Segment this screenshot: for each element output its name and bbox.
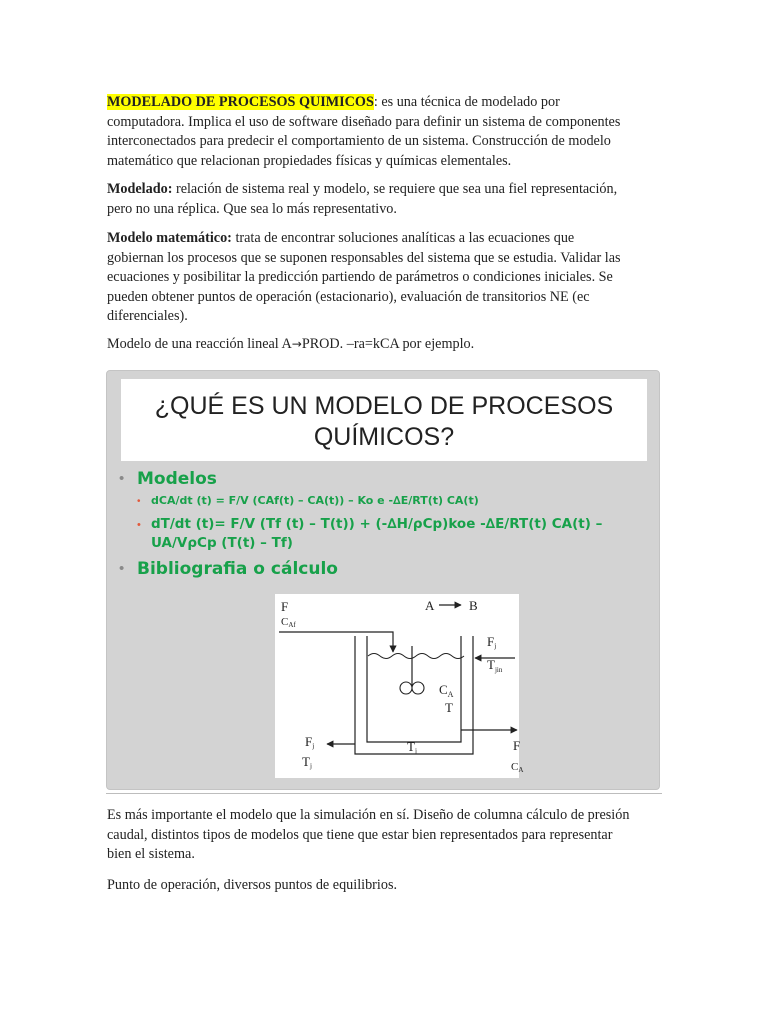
product-concentration: CA	[511, 761, 524, 774]
feed-c: C	[281, 616, 289, 628]
feed-line	[279, 632, 393, 652]
simulacion-line: Es más importante el modelo que la simulación en sí. Diseño de columna cálculo de presión	[107, 807, 630, 823]
reactor-temperature: T	[445, 700, 453, 715]
impeller-blade	[412, 682, 424, 694]
reaccion-paragraph	[107, 335, 667, 355]
bullet-dot-icon: •	[119, 560, 125, 577]
feed-concentration-label	[281, 616, 296, 629]
jacket-outlet-temperature: Tj	[302, 754, 312, 770]
equation-temperature	[151, 515, 602, 553]
slide-title-line: QUÍMICOS?	[313, 423, 455, 451]
slide-image	[106, 370, 660, 790]
liquid-surface	[368, 654, 464, 659]
term-colon: :	[373, 94, 378, 110]
slide-title	[121, 391, 647, 453]
slide-title-box	[121, 379, 647, 461]
bullet-dot-icon: •	[119, 470, 125, 487]
simulacion-line: bien el sistema.	[107, 846, 195, 863]
reaccion-after: PROD. –ra=kCA por ejemplo.	[301, 336, 475, 352]
intro-line: interconectados para predecir el comportamiento de un sistema. Construcción de modelo	[107, 133, 611, 150]
modelo-matematico-line: trata de encontrar soluciones analíticas a las ecuaciones que	[231, 230, 575, 246]
punto-operacion-text: Punto de operación, diversos puntos de equilibrios.	[107, 877, 398, 893]
intro-line: matemático que relacionan propiedades físicas y químicas elementales.	[107, 152, 512, 169]
impeller-blade	[400, 682, 412, 694]
slide-title-line: ¿QUÉ ES UN MODELO DE PROCESOS	[154, 392, 614, 420]
modelo-matematico-line: ecuaciones y posibilitar la predicción partiendo de parámetros o condiciones iniciales. Se	[107, 269, 613, 286]
reaction-a: A	[425, 598, 435, 613]
intro-line: es una técnica de modelado por	[377, 94, 560, 110]
highlighted-term: MODELADO DE PROCESOS QUIMICOS	[107, 94, 374, 110]
jacket-temperature: Tj	[407, 739, 417, 755]
modelado-line: relación de sistema real y modelo, se requiere que sea una fiel representación,	[172, 181, 618, 197]
equation-concentration: dCA/dt (t) = F/V (CAf(t) – CA(t)) – Ko e -∆E/RT(t) CA(t)	[151, 494, 479, 507]
sub-bullet-dot-icon: •	[137, 519, 141, 531]
equation-temperature-line: UA/VρCp (T(t) – Tf)	[151, 535, 293, 551]
simulacion-paragraph	[107, 806, 667, 865]
bullet-modelos: Modelos	[137, 469, 217, 489]
sub-bullet-dot-icon: •	[137, 496, 141, 507]
intro-line: computadora. Implica el uso de software diseñado para definir un sistema de componentes	[107, 113, 621, 130]
feed-c-sub: Af	[288, 621, 296, 629]
punto-operacion-paragraph	[107, 876, 667, 896]
intro-paragraph	[107, 93, 667, 171]
jacket-outlet-flow: Fj	[305, 734, 315, 750]
modelo-matematico-line: pueden obtener puntos de operación (estacionario), evaluación de transitorios NE (ec	[107, 288, 590, 305]
modelo-matematico-label: Modelo matemático:	[107, 230, 232, 246]
simulacion-line: caudal, distintos tipos de modelos que tiene que estar bien representados para representar	[107, 826, 613, 843]
reaccion-before: Modelo de una reacción lineal A	[107, 336, 292, 352]
section-divider	[106, 793, 662, 794]
product-flow: F	[513, 738, 521, 753]
bullet-bibliografia: Bibliografia o cálculo	[137, 559, 338, 579]
modelado-paragraph	[107, 180, 667, 219]
modelo-matematico-line: diferenciales).	[107, 308, 188, 325]
cstr-diagram	[275, 594, 524, 778]
reactor-concentration: $C_A$	[439, 682, 454, 699]
modelo-matematico-line: gobiernan los procesos que se suponen responsables del sistema que se estudia. Validar las	[107, 249, 621, 266]
modelado-line: pero no una réplica. Que sea lo más representativo.	[107, 200, 397, 217]
cstr-diagram-svg	[275, 594, 524, 778]
jacket-inlet-flow: Fj	[487, 634, 497, 650]
jacket-inlet-temperature: $T_{jin}$	[487, 657, 503, 674]
modelado-label: Modelado:	[107, 181, 173, 197]
reaction-arrow-icon: →	[291, 337, 302, 351]
reaction-b: B	[469, 598, 478, 613]
equation-temperature-line: dT/dt (t)= F/V (Tf (t) – T(t)) + (-∆H/ρCp)koe -∆E/RT(t) CA(t) –	[151, 516, 603, 532]
feed-label: F	[281, 599, 289, 614]
modelo-matematico-paragraph	[107, 229, 667, 327]
